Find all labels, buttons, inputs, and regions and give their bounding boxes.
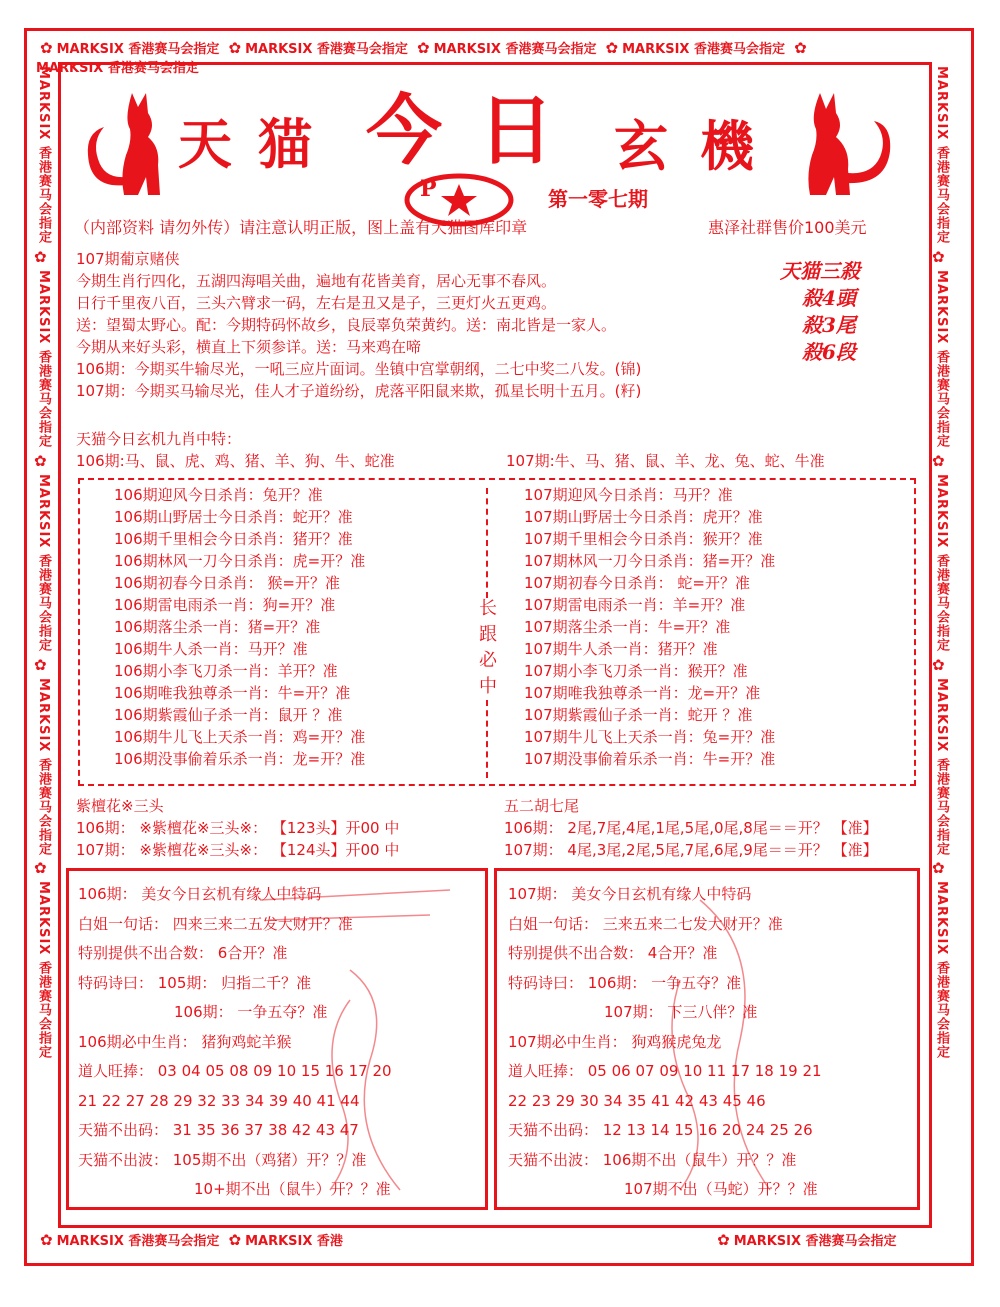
flower-icon: ✿ bbox=[34, 859, 47, 878]
right-band: MARKSIX 香港赛马会指定 ✿ MARKSIX 香港赛马会指定 ✿ MARKSIX 香港赛马会指定 ✿ MARKSIX 香港赛马会指定 ✿ MARKSIX 香港赛马会指定 bbox=[932, 66, 949, 1060]
title-char: 今 bbox=[366, 86, 442, 175]
list-item: 106期千里相会今日杀肖：猪开？准 bbox=[114, 530, 353, 548]
list-item: 106期牛儿飞上天杀一肖：鸡=开？准 bbox=[114, 728, 366, 746]
list-item: 107期落尘杀一肖：牛=开？准 bbox=[524, 618, 731, 636]
list-item: 107期没事偷着乐杀一肖：牛=开？准 bbox=[524, 750, 776, 768]
title-char: 機 bbox=[700, 114, 754, 178]
poem-line: 送：望蜀太野心。配：今期特码怀故乡，良辰辜负荣黄约。送：南北皆是一家人。 bbox=[76, 316, 617, 334]
seal-letter: P bbox=[420, 176, 437, 202]
flower-icon: ✿ bbox=[40, 39, 53, 57]
flower-icon: ✿ bbox=[40, 1231, 53, 1249]
list-item: 107期山野居士今日杀肖：虎开？准 bbox=[524, 508, 763, 526]
right-panel-content: 107期： 美女今日玄机有缘人中特码 白姐一句话： 三来五来二七发大财开？准 特别提供不出合数： 4合开？准 特码诗曰： 106期： 一争五夺？准 107期： 下三八伴？准 107期必中生肖： 狗鸡猴虎兔龙 道人旺捧： 05 06 07 09 10 11 17 18 19 21 22 23 29 30 34 35 41 42 43 45 46 天猫不出码： 12 13 14 15 16 20 24 25 26 天猫不出波： 106期不出（鼠牛）开？？准 107期不出（马蛇）开？？准 bbox=[508, 885, 822, 1198]
list-item: 106期牛人杀一肖：马开？准 bbox=[114, 640, 308, 658]
flower-icon: ✿ bbox=[932, 451, 945, 470]
title-char: 猫 bbox=[258, 112, 312, 176]
flower-icon: ✿ bbox=[417, 39, 430, 57]
list-item: 106期雷电雨杀一肖：狗=开？准 bbox=[114, 596, 336, 614]
list-item: 106期山野居士今日杀肖：蛇开？准 bbox=[114, 508, 353, 526]
flower-icon: ✿ bbox=[932, 859, 945, 878]
flower-icon: ✿ bbox=[34, 247, 47, 266]
divider-line bbox=[486, 700, 488, 778]
nine-zodiac-title: 天猫今日玄机九肖中特： bbox=[76, 430, 242, 448]
list-item: 107期小李飞刀杀一肖：猴开？准 bbox=[524, 662, 748, 680]
top-band: ✿ MARKSIX 香港赛马会指定 ✿ MARKSIX 香港赛马会指定 ✿ MARKSIX 香港赛马会指定 ✿ MARKSIX 香港赛马会指定 ✿MARKSIX 香港赛马会指定 bbox=[36, 39, 807, 76]
poem-line: 今期从来好头彩，横直上下须参详。送：马来鸡在啼 bbox=[76, 338, 422, 356]
issue-number: 第一零七期 bbox=[548, 187, 648, 211]
title-char: 玄 bbox=[614, 114, 668, 178]
list-item: 107期初春今日杀肖： 蛇=开？准 bbox=[524, 574, 750, 592]
list-item: 107期牛儿飞上天杀一肖：兔=开？准 bbox=[524, 728, 776, 746]
list-item: 107期唯我独尊杀一肖：龙=开？准 bbox=[524, 684, 761, 702]
cat-left-icon bbox=[80, 85, 180, 200]
poem-section bbox=[76, 248, 641, 402]
list-item: 106期初春今日杀肖： 猴=开？准 bbox=[114, 574, 340, 592]
list-item: 107期紫霞仙子杀一肖：蛇开 ？准 bbox=[524, 706, 753, 724]
poem-line: 日行千里夜八百，三头六臂求一码，左右是丑又是子，三更灯火五更鸡。 bbox=[76, 294, 557, 312]
nine-zodiac-107: 107期:牛、马、猪、鼠、羊、龙、兔、蛇、牛准 bbox=[506, 452, 825, 470]
flower-icon: ✿ bbox=[932, 247, 945, 266]
list-item: 106期紫霞仙子杀一肖：鼠开 ？准 bbox=[114, 706, 343, 724]
tails-title: 五二胡七尾 bbox=[504, 797, 580, 815]
poem-line: 107期：今期买马输尽光，佳人才子道纷纷，虎落平阳鼠来欺，孤星长明十五月。(籽) bbox=[76, 382, 642, 400]
cat-right-icon bbox=[790, 85, 900, 200]
flower-icon: ✿ bbox=[34, 655, 47, 674]
heads-title: 紫檀花※三头 bbox=[76, 797, 164, 815]
title-char: 天 bbox=[178, 112, 232, 176]
notice-left: （内部资料 请勿外传）请注意认明正版，图上盖有天猫图库印章 bbox=[74, 218, 528, 237]
list-item: 107期雷电雨杀一肖：羊=开？准 bbox=[524, 596, 746, 614]
flower-icon: ✿ bbox=[605, 39, 619, 57]
tails-row: 107期： 4尾,3尾,2尾,5尾,7尾,6尾,9尾＝＝开？ 【准】 bbox=[504, 841, 878, 859]
poem-line: 今期生肖行四化，五湖四海唱关曲，遍地有花皆美育，居心无事不春风。 bbox=[76, 272, 557, 290]
nine-zodiac-106: 106期:马、鼠、虎、鸡、猪、羊、狗、牛、蛇准 bbox=[76, 452, 395, 470]
kill-list-107 bbox=[524, 484, 775, 770]
list-item: 106期林风一刀今日杀肖：虎=开？准 bbox=[114, 552, 366, 570]
list-item: 107期千里相会今日杀肖：猴开？准 bbox=[524, 530, 763, 548]
notice-right: 惠泽社群售价100美元 bbox=[708, 218, 867, 237]
bottom-band: ✿ MARKSIX 香港赛马会指定 ✿ MARKSIX 香港 ✿ MARKSIX 香港赛马会指定 bbox=[40, 1231, 897, 1249]
poem-title: 107期葡京赌侠 bbox=[76, 250, 180, 268]
list-item: 106期迎风今日杀肖：兔开？准 bbox=[114, 486, 323, 504]
list-item: 106期没事偷着乐杀一肖：龙=开？准 bbox=[114, 750, 366, 768]
flower-icon: ✿ bbox=[34, 451, 47, 470]
heads-row: 106期： ※紫檀花※三头※： 【123头】开00 中 bbox=[76, 819, 400, 837]
divider-line bbox=[486, 488, 488, 598]
list-item: 106期小李飞刀杀一肖：羊开？准 bbox=[114, 662, 338, 680]
title-char: 日 bbox=[478, 86, 554, 175]
flower-icon: ✿ bbox=[717, 1231, 730, 1249]
list-item: 107期迎风今日杀肖：马开？准 bbox=[524, 486, 733, 504]
flower-icon: ✿ bbox=[228, 1231, 242, 1249]
flower-icon: ✿ bbox=[228, 39, 242, 57]
left-band: MARKSIX 香港赛马会指定 ✿ MARKSIX 香港赛马会指定 ✿ MARKSIX 香港赛马会指定 ✿ MARKSIX 香港赛马会指定 ✿ MARKSIX 香港赛马会指定 bbox=[34, 66, 51, 1060]
flower-icon: ✿ bbox=[794, 39, 807, 57]
tails-row: 106期： 2尾,7尾,4尾,1尾,5尾,0尾,8尾＝＝开？ 【准】 bbox=[504, 819, 878, 837]
kill-box: 天猫三殺 殺4頭 殺3尾 殺6段 bbox=[780, 259, 860, 364]
flower-icon: ✿ bbox=[932, 655, 945, 674]
divider-text: 长 跟 必 中 bbox=[479, 598, 497, 697]
left-panel-content: 106期： 美女今日玄机有缘人中特码 白姐一句话： 四来三来二五发大财开？准 特别提供不出合数： 6合开？准 特码诗曰： 105期： 归指二千？准 106期： 一争五夺？准 106期必中生肖： 猪狗鸡蛇羊猴 道人旺捧： 03 04 05 08 09 10 15 16 17 20 21 22 27 28 29 32 33 34 39 40 41 44 天猫不出码： 31 35 36 37 38 42 43 47 天猫不出波： 105期不出（鸡猪）开？？准 10+期不出（鼠牛）开？？准 bbox=[78, 885, 392, 1198]
heads-row: 107期： ※紫檀花※三头※： 【124头】开00 中 bbox=[76, 841, 400, 859]
kill-list-106 bbox=[114, 484, 365, 770]
list-item: 106期落尘杀一肖：猪=开？准 bbox=[114, 618, 321, 636]
list-item: 106期唯我独尊杀一肖：牛=开？准 bbox=[114, 684, 351, 702]
list-item: 107期林风一刀今日杀肖：猪=开？准 bbox=[524, 552, 776, 570]
poem-line: 106期：今期买牛输尽光，一吼三应片面词。坐镇中宫掌朝纲，二七中奖二八发。(锦) bbox=[76, 360, 642, 378]
list-item: 107期牛人杀一肖：猪开？准 bbox=[524, 640, 718, 658]
